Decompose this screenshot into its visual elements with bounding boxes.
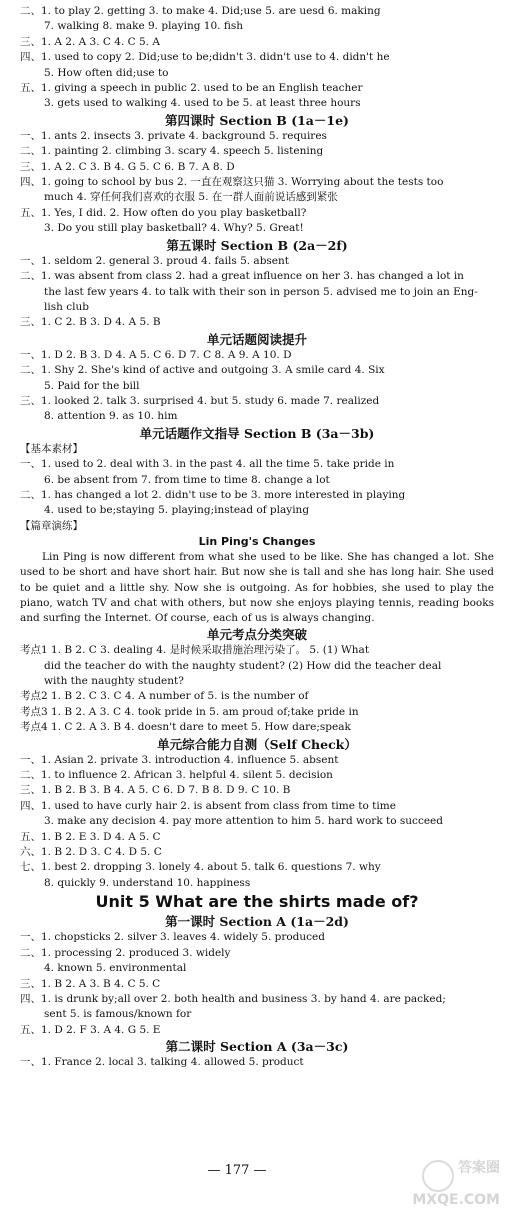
subsection-label: 【基本素材】 bbox=[20, 442, 83, 455]
answer-line: the last few years 4. to talk with their son in person 5. advised me to join an Eng- bbox=[44, 285, 478, 298]
watermark-text: 答案圈 MXQE.COM bbox=[412, 1160, 500, 1208]
page-number: — 177 — bbox=[207, 1163, 267, 1178]
answer-line: 一、1. ants 2. insects 3. private 4. background 5. requires bbox=[20, 129, 327, 142]
answer-line: 七、1. best 2. dropping 3. lonely 4. about 5. talk 6. questions 7. why bbox=[20, 861, 381, 874]
answer-line: did the teacher do with the naughty student? (2) How did the teacher deal bbox=[44, 659, 442, 672]
section-heading: 单元话题阅读提升 bbox=[206, 331, 307, 347]
answer-line: much 4. 穿任何我们喜欢的衣服 5. 在一群人面前说话感到紧张 bbox=[44, 191, 338, 204]
answer-line: 一、1. seldom 2. general 3. proud 4. fails 5. absent bbox=[20, 254, 290, 267]
essay-title: Lin Ping's Changes bbox=[198, 535, 316, 549]
answer-line: 5. Paid for the bill bbox=[44, 379, 140, 392]
answer-line: 一、1. used to 2. deal with 3. in the past 4. all the time 5. take pride in bbox=[20, 458, 395, 471]
answer-line: 二、1. processing 2. produced 3. widely bbox=[20, 946, 231, 959]
answer-line: 7. walking 8. make 9. playing 10. fish bbox=[44, 20, 243, 33]
answer-line: 一、1. France 2. local 3. talking 4. allowed 5. product bbox=[20, 1056, 304, 1069]
watermark-logo bbox=[390, 1160, 500, 1208]
answer-line: 五、1. Yes, I did. 2. How often do you play basketball? bbox=[20, 206, 307, 219]
answer-line: 6. be absent from 7. from time to time 8. change a lot bbox=[44, 473, 330, 486]
answer-line: 五、1. B 2. E 3. D 4. A 5. C bbox=[20, 830, 161, 843]
answer-line: 四、1. is drunk by;all over 2. both health and business 3. by hand 4. are packed; bbox=[20, 992, 446, 1005]
section-heading: 单元话题作文指导 Section B (3a－3b) bbox=[139, 425, 375, 441]
answer-line: 二、1. has changed a lot 2. didn't use to be 3. more interested in playing bbox=[20, 488, 406, 501]
answer-line: 三、1. B 2. B 3. B 4. A 5. C 6. D 7. B 8. D 9. C 10. B bbox=[20, 784, 291, 797]
answer-line: 一、1. D 2. B 3. D 4. A 5. C 6. D 7. C 8. A 9. A 10. D bbox=[20, 348, 292, 361]
answer-line: 二、1. to play 2. getting 3. to make 4. Did;use 5. are uesd 6. making bbox=[20, 5, 381, 17]
answer-key-page bbox=[20, 4, 494, 1071]
answer-line: 8. quickly 9. understand 10. happiness bbox=[44, 876, 251, 889]
answer-line: 二、1. painting 2. climbing 3. scary 4. speech 5. listening bbox=[20, 145, 324, 158]
answer-line: 3. Do you still play basketball? 4. Why? 5. Great! bbox=[44, 222, 304, 235]
answer-line: 四、1. used to have curly hair 2. is absent from class from time to time bbox=[20, 799, 396, 812]
answer-line: 三、1. A 2. C 3. B 4. G 5. C 6. B 7. A 8. D bbox=[20, 160, 235, 173]
answer-line: 三、1. B 2. A 3. B 4. C 5. C bbox=[20, 977, 161, 990]
answer-line: 5. How often did;use to bbox=[44, 66, 169, 79]
answer-line: lish club bbox=[44, 300, 89, 313]
section-heading: 第五课时 Section B (2a－2f) bbox=[166, 237, 348, 253]
answer-line: 考点1 1. B 2. C 3. dealing 4. 是时候采取措施治理污染了。 5. (1) What bbox=[20, 644, 370, 657]
essay-paragraph: Lin Ping is now different from what she used to be like. She has changed a lot. She used to be short and have short hair. But now she is tall and she has long hair. She used to be quiet and a little shy. Now she is outgoing. As for hobbies, she used to play the piano, watch TV and chat with others, but now she enjoys playing tennis, reading books and surfing the Internet. Of course, each of us is always changing. bbox=[20, 551, 494, 624]
unit-title: Unit 5 What are the shirts made of? bbox=[95, 892, 419, 912]
answer-line: 六、1. B 2. D 3. C 4. D 5. C bbox=[20, 846, 162, 859]
answer-line: 三、1. A 2. A 3. C 4. C 5. A bbox=[20, 35, 160, 48]
section-heading: 第二课时 Section A (3a－3c) bbox=[165, 1039, 349, 1055]
answer-line: 三、1. C 2. B 3. D 4. A 5. B bbox=[20, 316, 161, 329]
answer-line: 8. attention 9. as 10. him bbox=[44, 410, 178, 423]
answer-line: 四、1. used to copy 2. Did;use to be;didn't 3. didn't use to 4. didn't he bbox=[20, 51, 390, 64]
answer-line: 4. used to be;staying 5. playing;instead of playing bbox=[44, 504, 310, 517]
seal-icon bbox=[422, 1160, 454, 1192]
answer-line: with the naughty student? bbox=[44, 675, 184, 688]
answer-line: 二、1. was absent from class 2. had a great influence on her 3. has changed a lot in bbox=[20, 270, 464, 283]
section-heading: 第四课时 Section B (1a－1e) bbox=[165, 112, 349, 128]
section-heading: 第一课时 Section A (1a－2d) bbox=[165, 914, 349, 930]
answer-line: 一、1. chopsticks 2. silver 3. leaves 4. widely 5. produced bbox=[20, 931, 325, 944]
answer-line: 四、1. going to school by bus 2. 一直在观察这只猫 3. Worrying about the tests too bbox=[20, 176, 444, 189]
answer-line: 考点2 1. B 2. C 3. C 4. A number of 5. is the number of bbox=[20, 690, 309, 703]
answer-line: 考点4 1. C 2. A 3. B 4. doesn't dare to meet 5. How dare;speak bbox=[20, 721, 351, 734]
section-heading: 单元综合能力自测（Self Check） bbox=[157, 736, 357, 752]
answer-line: 3. gets used to walking 4. used to be 5. at least three hours bbox=[44, 97, 361, 110]
answer-line: 三、1. looked 2. talk 3. surprised 4. but 5. study 6. made 7. realized bbox=[20, 394, 380, 407]
subsection-label: 【篇章演练】 bbox=[20, 519, 83, 532]
answer-line: 一、1. Asian 2. private 3. introduction 4. influence 5. absent bbox=[20, 753, 339, 766]
answer-line: 4. known 5. environmental bbox=[44, 962, 187, 975]
answer-line: sent 5. is famous/known for bbox=[44, 1008, 192, 1021]
answer-line: 考点3 1. B 2. A 3. C 4. took pride in 5. am proud of;take pride in bbox=[20, 705, 359, 718]
answer-line: 3. make any decision 4. pay more attention to him 5. hard work to succeed bbox=[44, 815, 443, 828]
answer-line: 五、1. D 2. F 3. A 4. G 5. E bbox=[20, 1023, 161, 1036]
section-heading: 单元考点分类突破 bbox=[206, 627, 307, 643]
answer-line: 五、1. giving a speech in public 2. used to be an English teacher bbox=[20, 82, 363, 95]
answer-line: 二、1. Shy 2. She's kind of active and outgoing 3. A smile card 4. Six bbox=[20, 364, 385, 377]
answer-line: 二、1. to influence 2. African 3. helpful 4. silent 5. decision bbox=[20, 769, 333, 782]
